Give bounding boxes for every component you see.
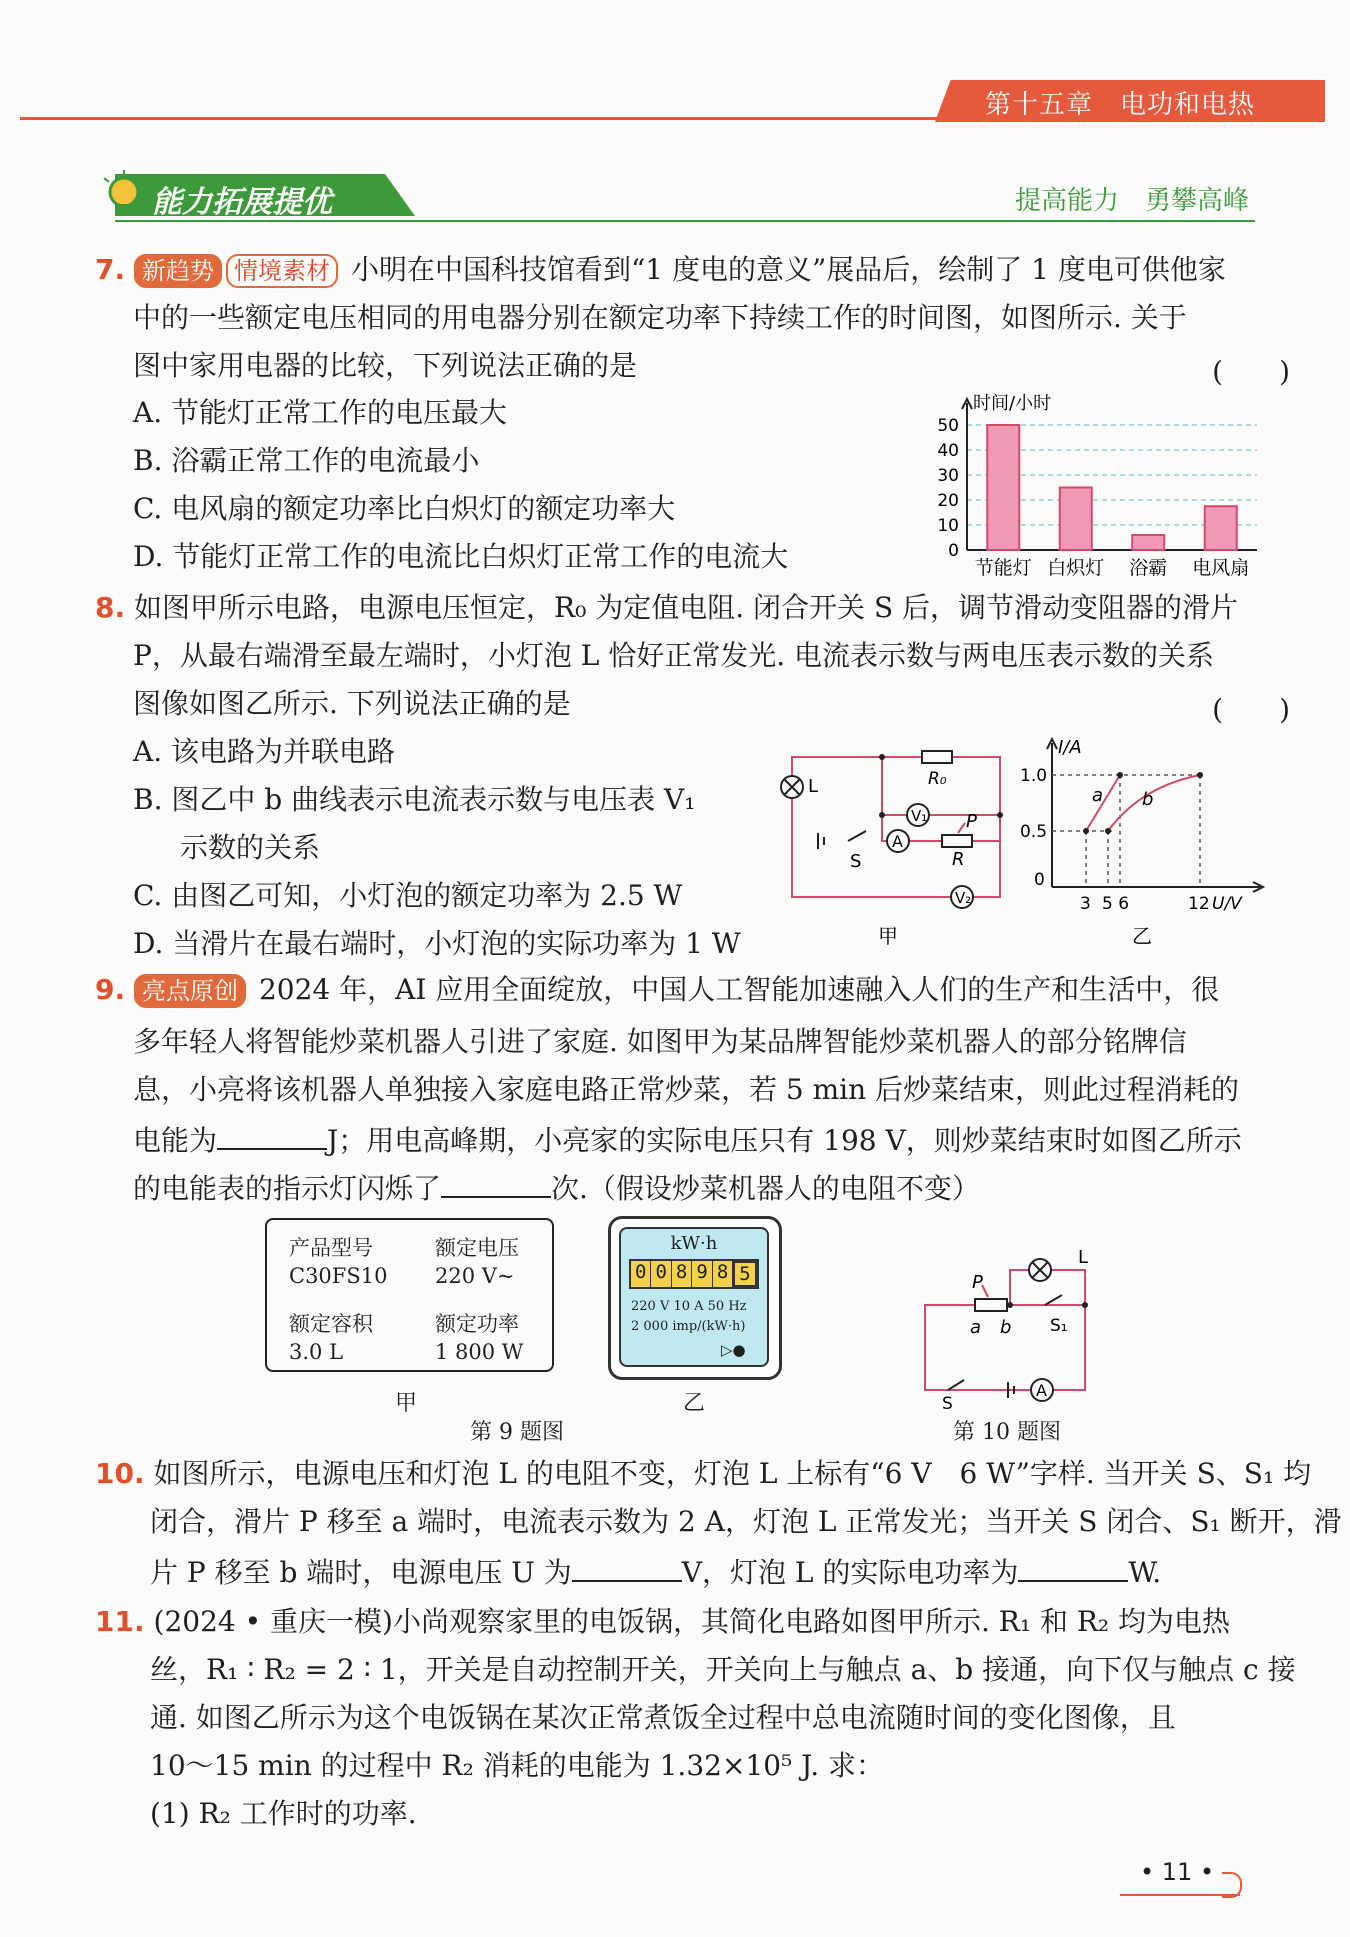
plate-key-power: 额定功率	[435, 1312, 519, 1336]
q9-line4	[133, 1118, 1242, 1161]
bar-4	[1205, 506, 1237, 550]
q11-line3: 通. 如图乙所示为这个电饭锅在某次正常煮饭全过程中总电流随时间的变化图像，且	[150, 1701, 1176, 1734]
q8-option-a: A. 该电路为并联电路	[133, 735, 396, 768]
q7-option-b: B. 浴霸正常工作的电流最小	[133, 444, 480, 477]
q8-circuit-A: A	[892, 832, 903, 851]
q8-graph-origin: 0	[1034, 870, 1045, 890]
plate-key-capacity: 额定容积	[289, 1312, 373, 1336]
q10-figure-caption: 第 10 题图	[953, 1420, 1061, 1445]
y-tick-label: 0	[948, 541, 959, 561]
q8-circuit-diagram	[770, 745, 1020, 950]
bar-2	[1060, 488, 1092, 551]
q10-circuit-P: P	[972, 1272, 983, 1293]
q8-option-d: D. 当滑片在最右端时，小灯泡的实际功率为 1 W	[133, 927, 741, 960]
q7-tag-trend: 新趋势	[134, 254, 222, 288]
q8-graph-curve-a: a	[1092, 785, 1104, 806]
section-slogan: 提高能力 勇攀高峰	[1015, 186, 1250, 216]
plate-val-capacity: 3.0 L	[289, 1340, 344, 1364]
q11-line5: (1) R₂ 工作时的功率.	[150, 1797, 417, 1830]
q11-line4: 10～15 min 的过程中 R₂ 消耗的电能为 1.32×10⁵ J. 求：	[150, 1749, 885, 1782]
plate-val-voltage: 220 V~	[435, 1264, 515, 1288]
q7-line1	[95, 250, 1226, 290]
q8-number: 8.	[95, 591, 126, 624]
section-title: 能力拓展提优	[152, 185, 332, 220]
plate-val-model: C30FS10	[289, 1264, 388, 1288]
q8-graph-ylabel: I/A	[1058, 737, 1082, 758]
q9-text4a: 电能为	[133, 1124, 218, 1157]
q8-graph-tick-1: 1.0	[1020, 766, 1048, 786]
q7-text1: 小明在中国科技馆看到“1 度电的意义”展品后，绘制了 1 度电可供他家	[350, 253, 1226, 286]
q9-nameplate	[265, 1218, 554, 1372]
meter-digit-5: 8	[713, 1261, 733, 1287]
q8-line1	[95, 588, 1238, 628]
q7-option-c: C. 电风扇的额定功率比白炽灯的额定功率大	[133, 492, 676, 525]
q9-text5a: 的电能表的指示灯闪烁了	[133, 1172, 442, 1205]
q9-caption-yi: 乙	[683, 1391, 706, 1416]
q7-line3: 图中家用电器的比较，下列说法正确的是	[133, 349, 638, 382]
q8-circuit-P: P	[966, 811, 977, 832]
bar-3	[1132, 535, 1164, 550]
q10-circuit-L: L	[1078, 1247, 1089, 1268]
q7-bar-chart	[925, 385, 1265, 590]
y-tick-label: 20	[937, 491, 959, 511]
q10-line1	[95, 1454, 1311, 1494]
q10-text1: 如图所示，电源电压和灯泡 L 的电阻不变，灯泡 L 上标有“6 V 6 W”字样. 当开关 S、S₁ 均	[153, 1457, 1312, 1490]
meter-indicator-icon: ▷●	[721, 1341, 746, 1359]
q9-text1: 2024 年，AI 应用全面绽放，中国人工智能加速融入人们的生产和生活中，很	[258, 973, 1220, 1006]
y-axis-label: 时间/小时	[973, 393, 1052, 414]
q9-caption-jia: 甲	[395, 1391, 418, 1416]
q8-line2: P，从最右端滑至最左端时，小灯泡 L 恰好正常发光. 电流表示数与两电压表示数的关系	[133, 639, 1215, 672]
q8-circuit-S: S	[850, 851, 862, 872]
q8-circuit-V1: V₁	[911, 807, 928, 825]
q7-option-a: A. 节能灯正常工作的电压最大	[133, 396, 508, 429]
q8-option-c: C. 由图乙可知，小灯泡的额定功率为 2.5 W	[133, 879, 683, 912]
q11-number: 11.	[95, 1605, 145, 1638]
section-rule	[115, 220, 1255, 222]
q10-circuit-diagram	[900, 1245, 1110, 1410]
meter-digit-2: 0	[651, 1261, 671, 1287]
q8-iu-graph	[1020, 735, 1265, 950]
q10-circuit-a: a	[970, 1317, 982, 1338]
q9-figure-caption: 第 9 题图	[470, 1420, 564, 1445]
q9-line1	[95, 970, 1219, 1010]
q10-text3c: W.	[1128, 1556, 1162, 1589]
q7-answer-paren: ( )	[1212, 355, 1290, 388]
x-tick-label: 浴霸	[1129, 557, 1168, 579]
meter-spec1: 220 V 10 A 50 Hz	[631, 1299, 747, 1314]
q8-graph-tick-12: 12	[1188, 894, 1210, 914]
q8-text1: 如图甲所示电路，电源电压恒定，R₀ 为定值电阻. 闭合开关 S 后，调节滑动变阻器的滑片	[134, 591, 1239, 624]
q10-answer-blank-2[interactable]	[1018, 1550, 1128, 1582]
x-tick-label: 节能灯	[974, 557, 1032, 579]
q11-text1: (2024 • 重庆一模)小尚观察家里的电饭锅，其简化电路如图甲所示. R₁ 和 R₂ 均为电热	[153, 1605, 1231, 1638]
q8-circuit-caption: 甲	[878, 924, 898, 948]
q10-text3b: V，灯泡 L 的实际电功率为	[681, 1556, 1019, 1589]
q9-tag-original: 亮点原创	[134, 974, 246, 1008]
q7-number: 7.	[95, 253, 126, 286]
q9-number: 9.	[95, 973, 126, 1006]
q10-number: 10.	[95, 1457, 145, 1490]
q7-tag-context: 情境素材	[226, 254, 338, 288]
page-number: • 11 •	[1140, 1858, 1215, 1886]
q8-graph-tick-56: 5 6	[1102, 894, 1130, 914]
x-tick-label: 电风扇	[1192, 557, 1250, 579]
q9-answer-blank-1[interactable]	[217, 1118, 327, 1150]
q7-line2: 中的一些额定电压相同的用电器分别在额定功率下持续工作的时间图，如图所示. 关于	[133, 301, 1187, 334]
q10-circuit-S: S	[942, 1394, 953, 1410]
q9-line3: 息，小亮将该机器人单独接入家庭电路正常炒菜，若 5 min 后炒菜结束，则此过程消耗的	[133, 1073, 1240, 1106]
q11-line2: 丝，R₁ ∶ R₂ = 2 ∶ 1，开关是自动控制开关，开关向上与触点 a、b 接通，向下仅与触点 c 接	[150, 1653, 1296, 1686]
bulb-icon	[100, 170, 148, 218]
q8-circuit-R: R	[952, 849, 965, 870]
chapter-title: 第十五章 电功和电热	[985, 90, 1256, 120]
q8-circuit-V2: V₂	[955, 889, 972, 907]
q8-graph-curve-b: b	[1142, 789, 1154, 810]
y-tick-label: 30	[937, 466, 959, 486]
q9-line2: 多年轻人将智能炒菜机器人引进了家庭. 如图甲为某品牌智能炒菜机器人的部分铭牌信	[133, 1025, 1187, 1058]
q10-answer-blank-1[interactable]	[572, 1550, 682, 1582]
q7-option-d: D. 节能灯正常工作的电流比白炽灯正常工作的电流大	[133, 540, 789, 573]
bar-1	[987, 425, 1019, 550]
q8-circuit-L: L	[808, 776, 819, 797]
plate-key-model: 产品型号	[289, 1236, 373, 1260]
q8-answer-paren: ( )	[1212, 693, 1290, 726]
y-tick-label: 10	[937, 516, 959, 536]
plate-val-power: 1 800 W	[435, 1340, 524, 1364]
q8-circuit-R0: R₀	[928, 769, 947, 789]
q10-circuit-A: A	[1036, 1381, 1047, 1400]
plate-key-voltage: 额定电压	[435, 1236, 519, 1260]
q8-line3: 图像如图乙所示. 下列说法正确的是	[133, 687, 571, 720]
meter-spec2: 2 000 imp/(kW·h)	[631, 1319, 746, 1334]
q8-graph-tick-05: 0.5	[1020, 822, 1048, 842]
q9-text5b: 次.（假设炒菜机器人的电阻不变）	[551, 1172, 980, 1205]
x-tick-label: 白炽灯	[1047, 557, 1105, 579]
q9-answer-blank-2[interactable]	[441, 1166, 551, 1198]
q10-circuit-b: b	[1000, 1317, 1012, 1338]
q8-graph-xlabel: U/V	[1212, 894, 1242, 914]
meter-unit: kW·h	[670, 1233, 718, 1254]
q10-text3a: 片 P 移至 b 端时，电源电压 U 为	[150, 1556, 572, 1589]
q8-option-b-cont: 示数的关系	[180, 831, 321, 864]
q8-graph-tick-3: 3	[1080, 894, 1091, 914]
y-tick-label: 40	[937, 441, 959, 461]
page-corner-icon	[1222, 1872, 1242, 1898]
y-tick-label: 50	[937, 416, 959, 436]
q10-circuit-S1: S₁	[1050, 1316, 1068, 1336]
q9-line5	[133, 1166, 980, 1209]
meter-digit-6: 5	[733, 1261, 756, 1287]
meter-digit-3: 8	[672, 1261, 692, 1287]
q11-line1	[95, 1602, 1230, 1642]
q9-text4b: J；用电高峰期，小亮家的实际电压只有 198 V，则炒菜结束时如图乙所示	[327, 1124, 1242, 1157]
q9-energy-meter	[608, 1216, 782, 1380]
meter-digits	[629, 1259, 759, 1289]
meter-digit-4: 9	[692, 1261, 712, 1287]
q10-line2: 闭合，滑片 P 移至 a 端时，电流表示数为 2 A，灯泡 L 正常发光；当开关 S 闭合、S₁ 断开，滑	[150, 1505, 1342, 1538]
meter-digit-1: 0	[631, 1261, 651, 1287]
q10-line3	[150, 1550, 1161, 1593]
q8-option-b: B. 图乙中 b 曲线表示电流表示数与电压表 V₁	[133, 783, 696, 816]
q8-graph-caption: 乙	[1132, 924, 1152, 948]
